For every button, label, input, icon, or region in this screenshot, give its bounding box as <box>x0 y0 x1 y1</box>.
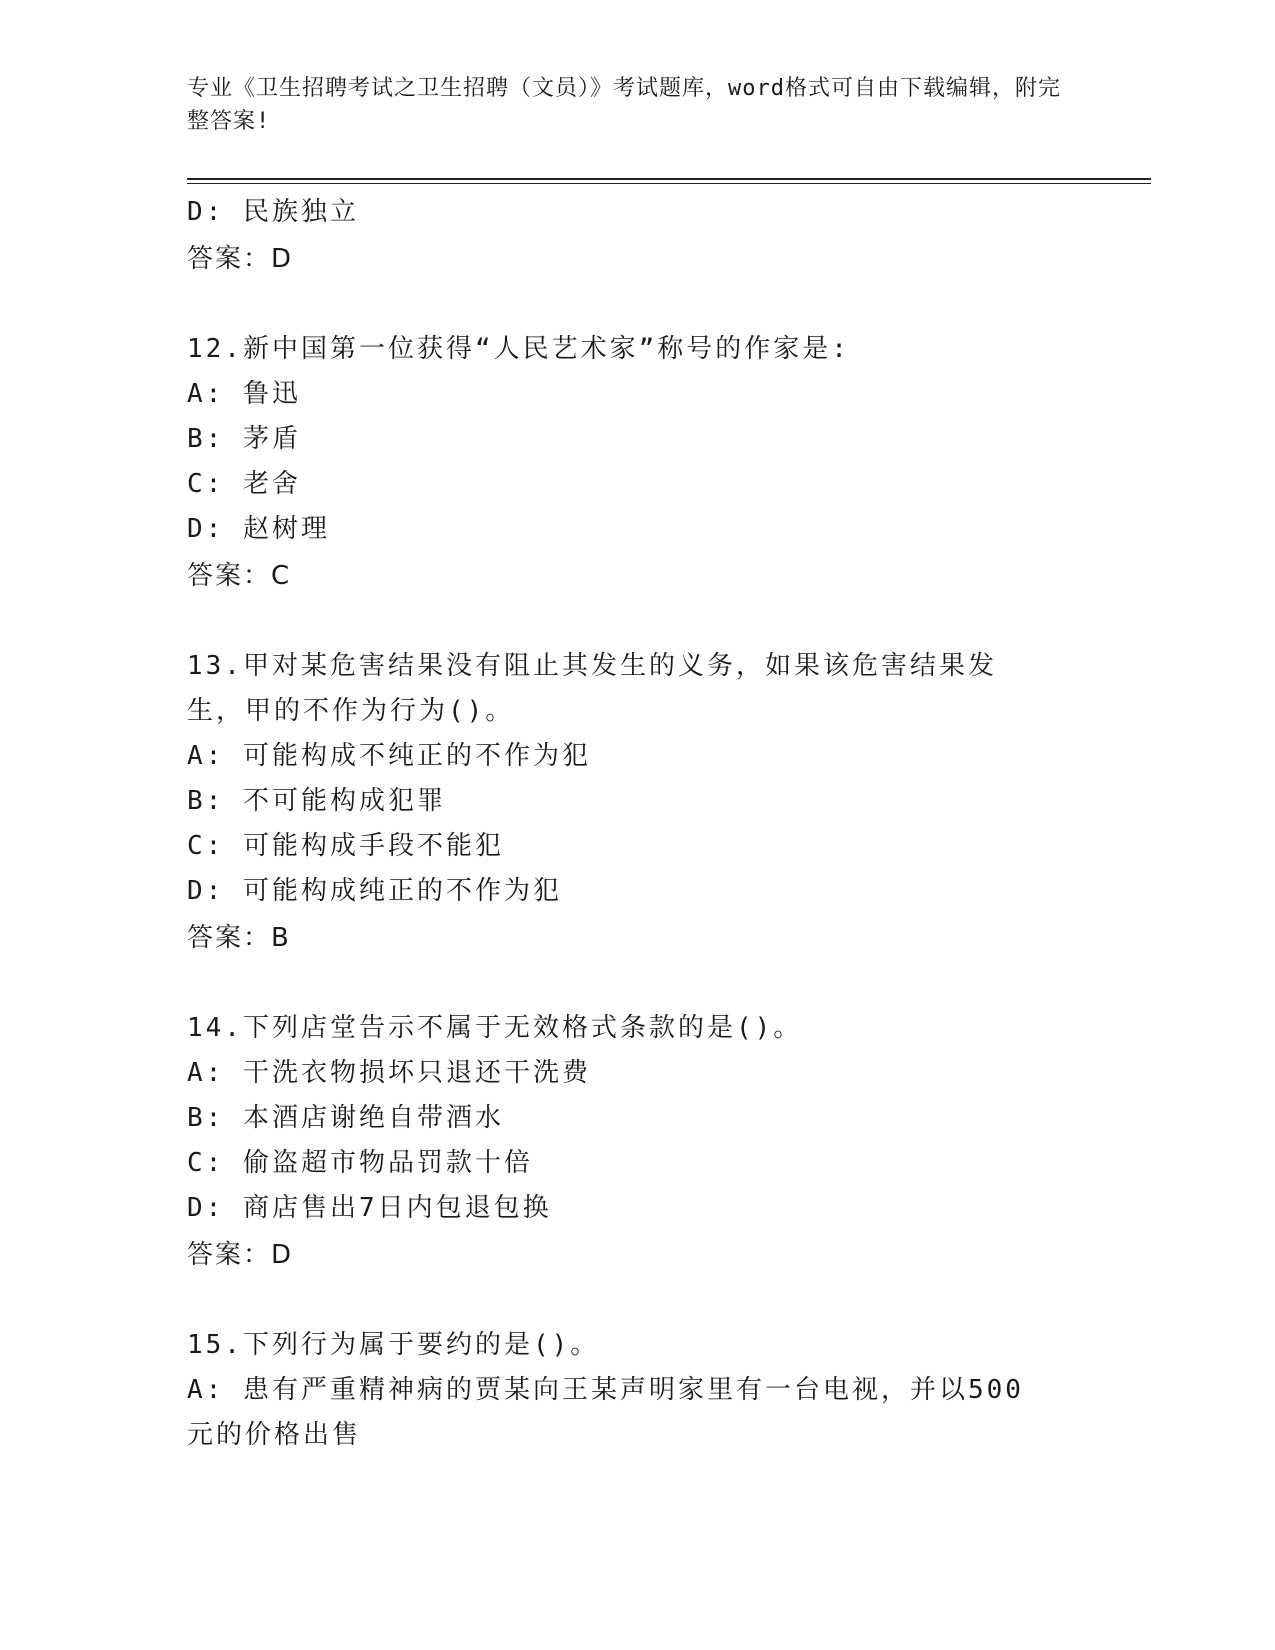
question-15 <box>187 1323 1087 1458</box>
question-title: 15.下列行为属于要约的是()。 <box>187 1330 600 1360</box>
option-b: B: 本酒店谢绝自带酒水 <box>187 1103 504 1133</box>
option-c: C: 老舍 <box>187 469 301 499</box>
option-d: D: 赵树理 <box>187 514 330 544</box>
option-c: C: 偷盗超市物品罚款十倍 <box>187 1148 533 1178</box>
option-c: C: 可能构成手段不能犯 <box>187 831 504 861</box>
option-b: B: 茅盾 <box>187 424 301 454</box>
question-title: 13.甲对某危害结果没有阻止其发生的义务，如果该危害结果发生，甲的不作为行为()。 <box>187 651 997 726</box>
question-13 <box>187 644 1087 962</box>
option-a: A: 鲁迅 <box>187 379 301 409</box>
option-d: D: 商店售出7日内包退包换 <box>187 1193 552 1223</box>
answer: 答案：D <box>187 1240 294 1270</box>
option-a: A: 患有严重精神病的贾某向王某声明家里有一台电视，并以500元的价格出售 <box>187 1375 1024 1450</box>
question-14 <box>187 1006 1087 1279</box>
header-divider-thin <box>187 183 1151 184</box>
question-title: 12.新中国第一位获得“人民艺术家”称号的作家是: <box>187 334 850 364</box>
option-d: D: 可能构成纯正的不作为犯 <box>187 876 562 906</box>
answer: 答案：D <box>187 244 294 274</box>
option-b: B: 不可能构成犯罪 <box>187 786 446 816</box>
question-12 <box>187 327 1087 600</box>
question-title: 14.下列店堂告示不属于无效格式条款的是()。 <box>187 1013 803 1043</box>
answer: 答案：B <box>187 923 291 953</box>
option-a: A: 可能构成不纯正的不作为犯 <box>187 741 591 771</box>
answer: 答案：C <box>187 561 292 591</box>
option-a: A: 干洗衣物损坏只退还干洗费 <box>187 1058 591 1088</box>
question-list <box>187 190 1087 1458</box>
option-d: D: 民族独立 <box>187 197 359 227</box>
header-divider <box>187 178 1151 180</box>
document-header: 专业《卫生招聘考试之卫生招聘（文员）》考试题库，word格式可自由下载编辑，附完整答案! <box>187 76 1061 134</box>
